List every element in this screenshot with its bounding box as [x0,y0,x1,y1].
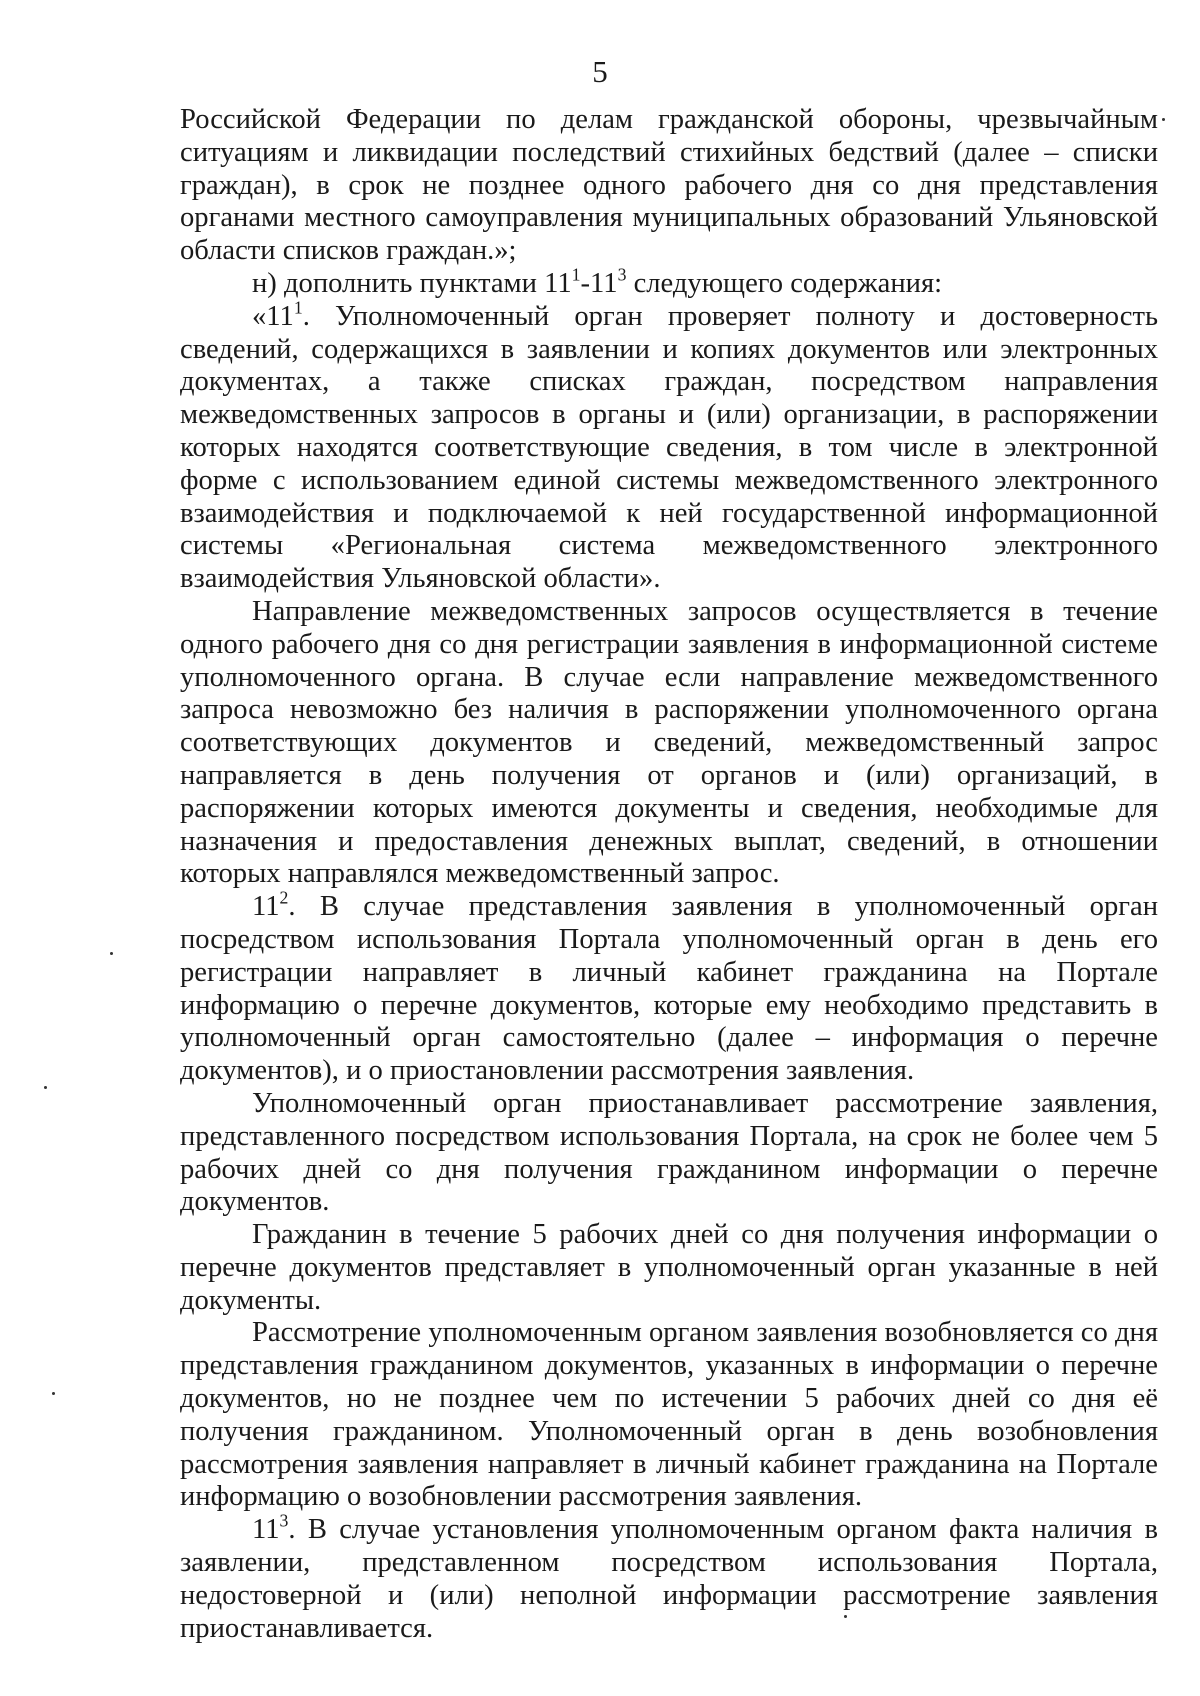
paragraph: $11^2$. В случае представления заявления в уполномоченный орган посредством использования Портала уполномоченный орган в день его регистрации направляет в личный кабинет гражданина на Портале информацию о перечне документов, которые ему необходимо представить в уполномоченный орган самостоятельно (далее – информация о перечне документов), и о приостановлении рассмотрения заявления. [180,887,1158,1087]
paragraph: Направление межведомственных запросов осуществляется в течение одного рабочего дня со дня регистрации заявления в информационной системе уполномоченного органа. В случае если направление межведомственного запроса невозможно без наличия в распоряжении уполномоченного органа соответствующих документов и сведений, межведомственный запрос направляется в день получения от органов и (или) организаций, в распоряжении которых имеются документы и сведения, необходимые для назначения и предоставления денежных выплат, сведений, в отношении которых направлялся межведомственный запрос. [180,595,1158,890]
paragraph: н) дополнить пунктами $11^1-11^3$ следующего содержания: [252,264,943,299]
paragraph: «$11^1$. Уполномоченный орган проверяет полноту и достоверность сведений, содержащихся в заявлении и копиях документов или электронных документах, а также списках граждан, посредством направления межведомственных запросов в органы и (или) организации, в распоряжении которых находятся соответствующие сведения, в том числе в электронной форме с использованием единой системы межведомственного электронного взаимодействия и подключаемой к ней государственной информационной системы «Региональная система межведомственного электронного взаимодействия Ульяновской области». [180,297,1158,595]
scan-speck [44,1086,47,1089]
paragraph: Рассмотрение уполномоченным органом заявления возобновляется со дня представления гражданином документов, указанных в информации о перечне документов, но не позднее чем по истечении 5 рабочих дней со дня её получения гражданином. Уполномоченный орган в день возобновления рассмотрения заявления направляет в личный кабинет гражданина на Портале информацию о возобновлении рассмотрения заявления. [180,1317,1158,1513]
document-body [180,104,1158,1645]
paragraph: Гражданин в течение 5 рабочих дней со дня получения информации о перечне документов представляет в уполномоченный орган указанные в ней документы. [180,1219,1158,1316]
paragraph: Уполномоченный орган приостанавливает рассмотрение заявления, представленного посредством использования Портала, на срок не более чем 5 рабочих дней со дня получения гражданином информации о перечне документов. [180,1087,1158,1218]
scan-speck [844,1615,847,1618]
paragraph: Российской Федерации по делам гражданской обороны, чрезвычайным ситуациям и ликвидации последствий стихийных бедствий (далее – списки граждан), в срок не позднее одного рабочего дня со дня представления органами местного самоуправления муниципальных образований Ульяновской области списков граждан.»; [180,104,1158,267]
scan-speck [110,952,113,955]
paragraph: $11^3$. В случае установления уполномоченным органом факта наличия в заявлении, представленном посредством использования Портала, недостоверной и (или) неполной информации рассмотрение заявления приостанавливается. [180,1510,1158,1644]
scan-speck [1162,118,1165,121]
scan-speck [52,1392,55,1395]
page-number: 5 [592,54,608,89]
